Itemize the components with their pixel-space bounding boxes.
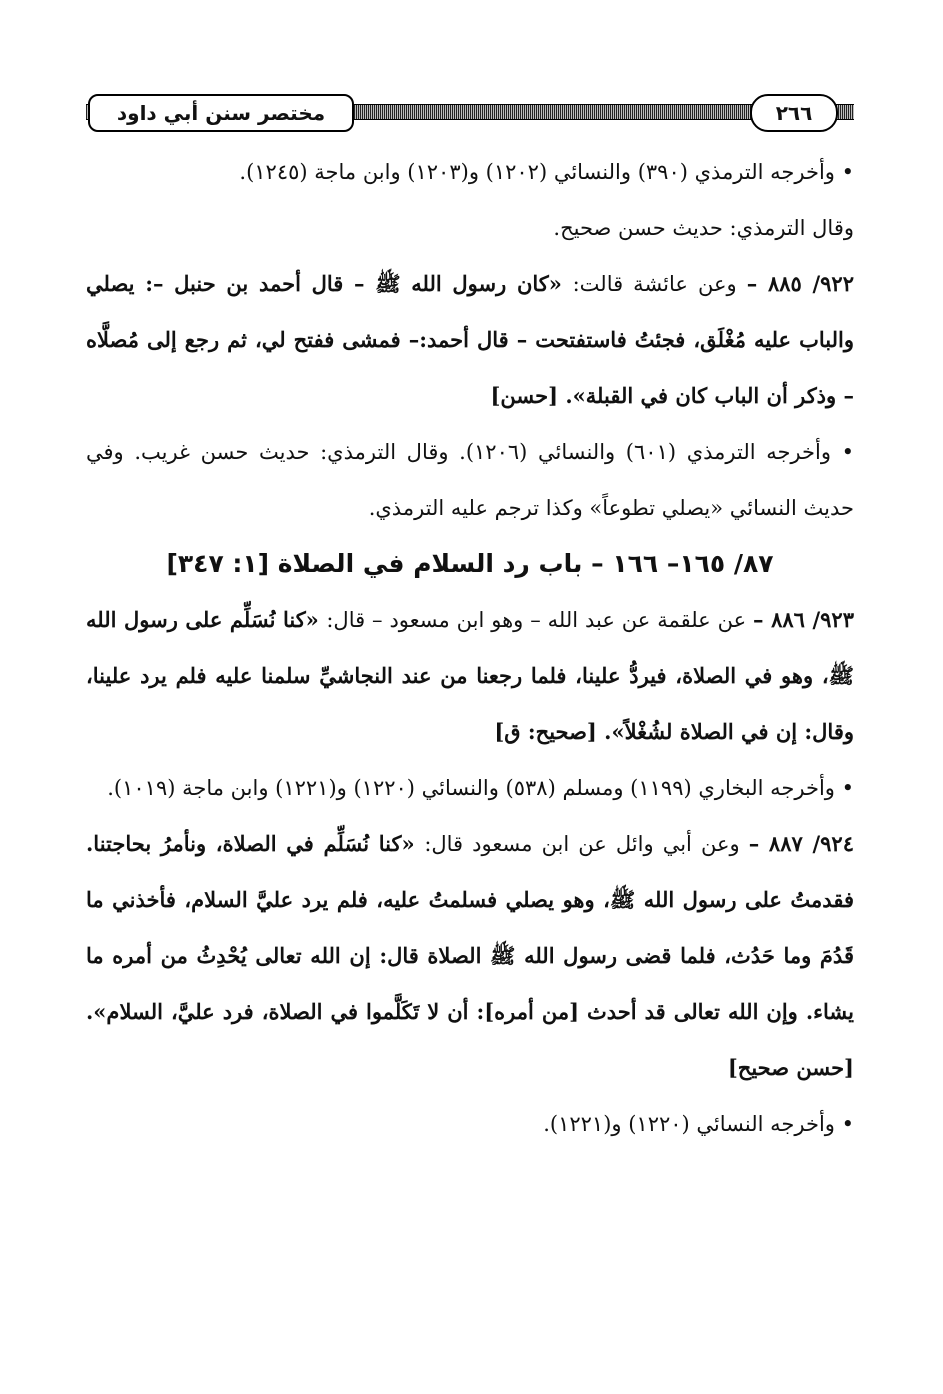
book-title: مختصر سنن أبي داود bbox=[88, 94, 354, 132]
hadith-number: ٩٢٤/ ٨٨٧ – bbox=[748, 831, 854, 856]
hadith-923 bbox=[86, 592, 854, 760]
hadith-matn: «كنا نُسَلِّم على رسول الله ﷺ، وهو في الصلاة، فيردُّ علينا، فلما رجعنا من عند النجاشيِّ سلمنا عليه فلم يرد علينا، وقال: إن في الصلاة لشُغْلاً». [صحيح: ق] bbox=[86, 607, 854, 744]
hadith-isnad: وعن أبي وائل عن ابن مسعود قال: bbox=[424, 832, 749, 856]
page-header bbox=[86, 92, 854, 138]
takhrij-note-4: • وأخرجه النسائي (١٢٢٠) و(١٢٢١). bbox=[86, 1096, 854, 1152]
page-number: ٢٦٦ bbox=[750, 94, 838, 132]
chapter-heading: ٨٧/ ١٦٥– ١٦٦ – باب رد السلام في الصلاة [١: ٣٤٧] bbox=[166, 549, 774, 578]
hadith-isnad: وعن عائشة قالت: bbox=[572, 272, 747, 296]
tirmidhi-grading-note: وقال الترمذي: حديث حسن صحيح. bbox=[553, 216, 854, 240]
takhrij-note-1: • وأخرجه الترمذي (٣٩٠) والنسائي (١٢٠٢) و(١٢٠٣) وابن ماجة (١٢٤٥). bbox=[86, 144, 854, 200]
hadith-matn: «كنا نُسَلِّم في الصلاة، ونأمرُ بحاجتنا. فقدمتُ على رسول الله ﷺ، وهو يصلي فسلمتُ عليه، فلم يرد عليَّ السلام، فأخذني ما قَدُمَ وما حَدُث، فلما قضى رسول الله ﷺ الصلاة قال: إن الله تعالى يُحْدِثُ من أمره ما يشاء. وإن الله تعالى قد أحدث [من أمره]: أن لا تَكَلَّموا في الصلاة، فرد عليَّ، السلام». [حسن صحيح] bbox=[86, 831, 854, 1080]
hadith-isnad: عن علقمة عن عبد الله – وهو ابن مسعود – قال: bbox=[326, 608, 754, 632]
takhrij-note-3: • وأخرجه البخاري (١١٩٩) ومسلم (٥٣٨) والنسائي (١٢٢٠) و(١٢٢١) وابن ماجة (١٠١٩). bbox=[86, 760, 854, 816]
hadith-number: ٩٢٢/ ٨٨٥ – bbox=[746, 271, 854, 296]
page-body bbox=[86, 144, 854, 1152]
hadith-matn: «كان رسول الله ﷺ – قال أحمد بن حنبل –: يصلي والباب عليه مُغْلَق، فجئتُ فاستفتحت – قال أحمد:– فمشى ففتح لي، ثم رجع إلى مُصلَّاه – وذكر أن الباب كان في القبلة». [حسن] bbox=[86, 271, 854, 408]
hadith-922 bbox=[86, 256, 854, 424]
hadith-number: ٩٢٣/ ٨٨٦ – bbox=[753, 607, 854, 632]
takhrij-note-2: • وأخرجه الترمذي (٦٠١) والنسائي (١٢٠٦). وقال الترمذي: حديث حسن غريب. وفي حديث النسائي «يصلي تطوعاً» وكذا ترجم عليه الترمذي. bbox=[86, 424, 854, 536]
hadith-924 bbox=[86, 816, 854, 1096]
